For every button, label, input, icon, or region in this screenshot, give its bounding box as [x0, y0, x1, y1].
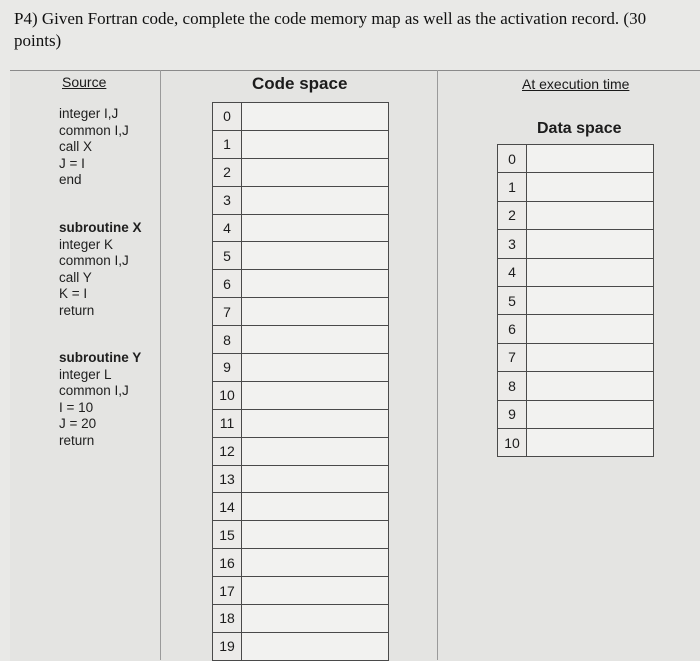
data-space-row — [498, 315, 654, 343]
data-space-address-label: 10 — [504, 434, 520, 451]
data-space-row — [498, 258, 654, 286]
source-line: J = I — [59, 155, 85, 171]
data-space-cell[interactable] — [527, 258, 654, 286]
code-space-row — [213, 381, 389, 409]
code-space-address-label: 4 — [223, 220, 231, 236]
column-divider-left — [160, 70, 161, 660]
code-space-cell[interactable] — [242, 354, 389, 382]
code-space-address — [213, 242, 242, 270]
data-space-table — [497, 144, 654, 457]
data-space-address-label: 2 — [508, 207, 516, 224]
subroutine-y-source — [59, 350, 141, 449]
code-space-address-label: 7 — [223, 303, 231, 320]
code-space-cell[interactable] — [242, 242, 389, 270]
code-space-address — [213, 381, 242, 409]
code-space-cell[interactable] — [242, 186, 389, 214]
code-space-address-label: 16 — [219, 554, 235, 571]
data-space-header: Data space — [537, 120, 622, 137]
data-space-address — [498, 286, 527, 314]
data-space-row — [498, 201, 654, 229]
data-space-row — [498, 230, 654, 258]
main-program-source — [59, 106, 129, 189]
code-space-address — [213, 437, 242, 465]
code-space-address — [213, 270, 242, 298]
code-space-address-label: 10 — [219, 387, 235, 404]
data-space-address — [498, 173, 527, 201]
source-line: subroutine X — [59, 220, 142, 235]
data-space-cell[interactable] — [527, 201, 654, 229]
source-line: end — [59, 172, 82, 187]
source-line: K = I — [59, 286, 88, 301]
code-space-row — [213, 521, 389, 549]
data-space-row — [498, 343, 654, 371]
subroutine-x-source — [59, 220, 142, 319]
code-space-row — [213, 103, 389, 131]
data-space-address — [498, 145, 527, 173]
code-space-address — [213, 130, 242, 158]
code-space-address — [213, 186, 242, 214]
code-space-row — [213, 549, 389, 577]
data-space-row — [498, 173, 654, 201]
code-space-address — [213, 577, 242, 605]
data-space-cell[interactable] — [527, 400, 654, 428]
data-space-address-label: 6 — [508, 321, 516, 338]
source-header: Source — [62, 74, 107, 90]
code-space-cell[interactable] — [242, 577, 389, 605]
code-space-address-label: 6 — [223, 275, 231, 292]
code-space-cell[interactable] — [242, 381, 389, 409]
code-space-row — [213, 242, 389, 270]
data-space-address — [498, 230, 527, 258]
code-space-row — [213, 632, 389, 660]
data-space-cell[interactable] — [527, 343, 654, 371]
code-space-address — [213, 521, 242, 549]
code-space-address-label: 5 — [223, 247, 231, 264]
source-line: integer K — [59, 236, 114, 252]
code-space-row — [213, 326, 389, 354]
data-space-address-label: 3 — [508, 235, 516, 252]
code-space-address-label: 13 — [219, 471, 235, 488]
code-space-address-label: 3 — [223, 192, 231, 209]
source-line: I = 10 — [59, 399, 94, 415]
code-space-row — [213, 605, 389, 633]
data-space-address-label: 1 — [508, 179, 516, 196]
code-space-address-label: 11 — [219, 415, 235, 432]
code-space-cell[interactable] — [242, 437, 389, 465]
code-space-cell[interactable] — [242, 130, 389, 158]
source-line: return — [59, 432, 95, 448]
code-space-table — [212, 102, 389, 661]
code-space-address — [213, 354, 242, 382]
data-space-address — [498, 400, 527, 428]
data-space-address — [498, 428, 527, 456]
source-line: common I,J — [59, 122, 129, 138]
code-space-header: Code space — [252, 74, 348, 93]
code-space-address — [213, 298, 242, 326]
code-space-cell[interactable] — [242, 605, 389, 633]
data-space-address — [498, 372, 527, 400]
code-space-address-label: 0 — [223, 108, 231, 125]
data-space-row — [498, 286, 654, 314]
code-space-row — [213, 130, 389, 158]
code-space-address-label: 9 — [223, 359, 231, 376]
code-space-row — [213, 409, 389, 437]
code-space-cell[interactable] — [242, 465, 389, 493]
source-line: call X — [59, 139, 93, 154]
code-space-cell[interactable] — [242, 326, 389, 354]
source-line: J = 20 — [59, 416, 97, 431]
data-space-cell[interactable] — [527, 173, 654, 201]
code-space-cell[interactable] — [242, 549, 389, 577]
code-space-address — [213, 493, 242, 521]
code-space-address — [213, 326, 242, 354]
data-space-row — [498, 145, 654, 173]
code-space-address — [213, 632, 242, 660]
code-space-address-label: 2 — [223, 164, 231, 181]
source-line: subroutine Y — [59, 350, 142, 365]
data-space-row — [498, 400, 654, 428]
data-space-row — [498, 428, 654, 456]
data-space-address — [498, 343, 527, 371]
data-space-address — [498, 315, 527, 343]
data-space-address-label: 9 — [508, 406, 516, 423]
data-space-cell[interactable] — [527, 428, 654, 456]
data-space-address-label: 4 — [508, 264, 516, 281]
code-space-row — [213, 186, 389, 214]
code-space-address-label: 1 — [223, 136, 231, 153]
source-line: common I,J — [59, 253, 129, 268]
code-space-cell[interactable] — [242, 103, 389, 131]
code-space-address — [213, 605, 242, 633]
code-space-address-label: 17 — [219, 582, 235, 599]
code-space-row — [213, 270, 389, 298]
code-space-address-label: 15 — [219, 526, 235, 543]
code-space-row — [213, 214, 389, 242]
code-space-cell[interactable] — [242, 298, 389, 326]
code-space-row — [213, 158, 389, 186]
code-space-address-label: 19 — [219, 638, 235, 655]
code-space-address — [213, 158, 242, 186]
code-space-address — [213, 214, 242, 242]
data-space-row — [498, 372, 654, 400]
data-space-address — [498, 258, 527, 286]
source-line: call Y — [59, 269, 92, 285]
code-space-cell[interactable] — [242, 409, 389, 437]
data-space-address-label: 7 — [508, 349, 516, 366]
code-space-address — [213, 103, 242, 131]
code-space-row — [213, 493, 389, 521]
code-space-cell[interactable] — [242, 632, 389, 660]
column-divider-right — [437, 70, 438, 660]
data-space-address-label: 8 — [508, 377, 516, 394]
data-space-address-label: 0 — [508, 150, 516, 167]
data-space-address — [498, 201, 527, 229]
source-line: integer L — [59, 366, 112, 382]
code-space-cell[interactable] — [242, 158, 389, 186]
code-space-address — [213, 549, 242, 577]
code-space-row — [213, 354, 389, 382]
data-space-cell[interactable] — [527, 315, 654, 343]
code-space-address-label: 14 — [219, 498, 235, 515]
source-line: return — [59, 302, 95, 318]
data-space-cell[interactable] — [527, 145, 654, 173]
data-space-address-label: 5 — [508, 292, 516, 309]
source-line: integer I,J — [59, 106, 119, 121]
code-space-row — [213, 577, 389, 605]
data-space-cell[interactable] — [527, 372, 654, 400]
code-space-address — [213, 465, 242, 493]
code-space-row — [213, 437, 389, 465]
code-space-cell[interactable] — [242, 270, 389, 298]
problem-statement: P4) Given Fortran code, complete the code memory map as well as the activation record. (30 points) — [14, 9, 647, 50]
code-space-address-label: 18 — [219, 610, 235, 627]
code-space-address-label: 8 — [223, 331, 231, 348]
execution-time-header: At execution time — [522, 76, 630, 92]
code-space-address-label: 12 — [219, 443, 235, 460]
code-space-row — [213, 465, 389, 493]
code-space-cell[interactable] — [242, 493, 389, 521]
code-space-cell[interactable] — [242, 521, 389, 549]
code-space-address — [213, 409, 242, 437]
data-space-cell[interactable] — [527, 230, 654, 258]
code-space-cell[interactable] — [242, 214, 389, 242]
data-space-cell[interactable] — [527, 286, 654, 314]
source-line: common I,J — [59, 383, 129, 398]
code-space-row — [213, 298, 389, 326]
